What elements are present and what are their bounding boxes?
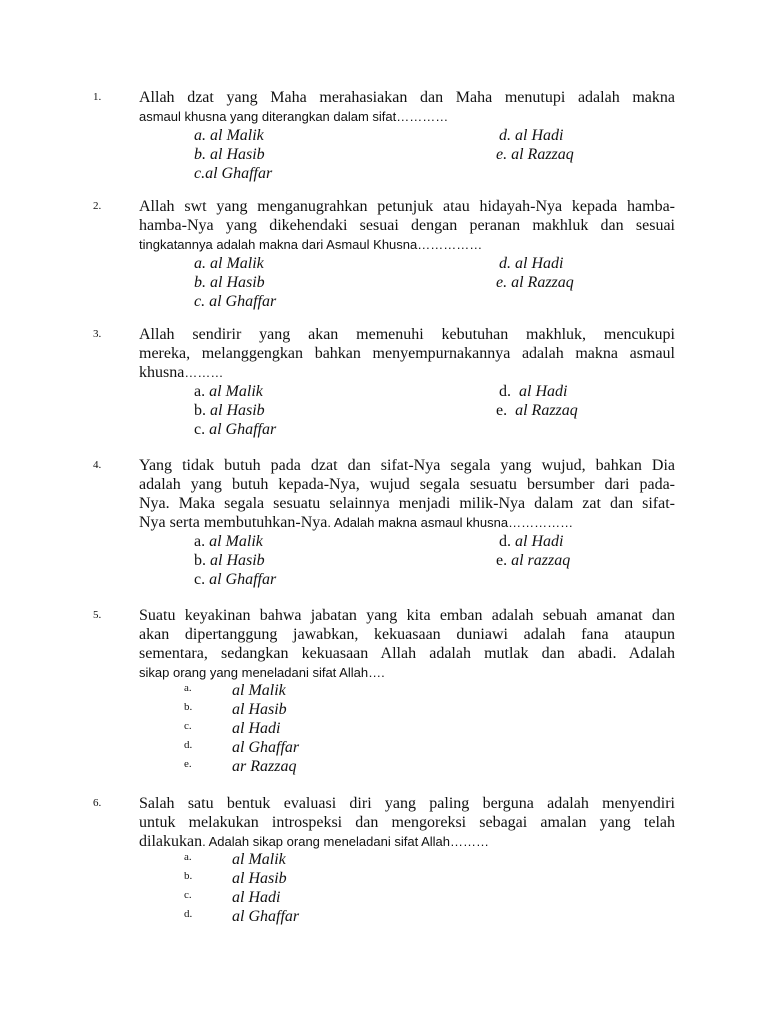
option-letter: b. bbox=[184, 870, 193, 882]
question-line-end: khusna bbox=[139, 364, 185, 381]
answer-blank: ……… bbox=[184, 365, 224, 380]
option-letter: c. bbox=[184, 720, 192, 732]
option-value: al Ghaffar bbox=[209, 571, 277, 588]
question-last-line bbox=[139, 235, 675, 254]
option-a: a. al Malik bbox=[194, 127, 264, 144]
answer-blank: …. bbox=[368, 665, 385, 680]
option-d bbox=[499, 532, 563, 551]
question-number: 5. bbox=[93, 609, 102, 621]
option-value: al razzaq bbox=[511, 552, 571, 569]
option-c bbox=[194, 420, 276, 439]
option-value: al Hadi bbox=[515, 533, 564, 550]
option-letter: e. bbox=[184, 758, 192, 770]
option-value: al Ghaffar bbox=[232, 739, 300, 756]
option-value: al Malik bbox=[232, 682, 286, 699]
option-letter: c. bbox=[194, 421, 206, 438]
option-value: al Hadi bbox=[232, 889, 281, 906]
option-value: al Hasib bbox=[210, 552, 265, 569]
option-value: al Malik bbox=[209, 533, 263, 550]
question-text bbox=[139, 456, 675, 532]
answer-blank: …………… bbox=[508, 515, 574, 530]
option-c: c.al Ghaffar bbox=[194, 165, 273, 182]
question-number: 2. bbox=[93, 200, 102, 212]
question-last-line bbox=[139, 832, 675, 851]
question-line: sementara, sedangkan kekuasaan Allah adalah mutlak dan abadi. Adalah bbox=[139, 645, 675, 662]
question-line: Allah swt yang menganugrahkan petunjuk atau hidayah-Nya kepada hamba- bbox=[139, 198, 675, 215]
question-text bbox=[139, 325, 675, 382]
option-b bbox=[194, 401, 265, 420]
option-value: al Hadi bbox=[232, 720, 281, 737]
option-value: ar Razzaq bbox=[232, 758, 297, 775]
option-value: al Hasib bbox=[232, 870, 287, 887]
option-letter: e. bbox=[496, 552, 508, 569]
option-b bbox=[194, 551, 265, 570]
answer-blank: …………… bbox=[417, 237, 483, 252]
option-d bbox=[499, 382, 567, 401]
option-e bbox=[496, 551, 570, 570]
question-line-small: sikap orang yang meneladani sifat Allah bbox=[139, 665, 369, 680]
question-last-line bbox=[139, 663, 675, 682]
question-number: 4. bbox=[93, 459, 102, 471]
option-value: al Malik bbox=[232, 851, 286, 868]
option-value: al Hadi bbox=[519, 383, 568, 400]
question-line: Allah dzat yang Maha merahasiakan dan Maha menutupi adalah makna bbox=[139, 89, 675, 106]
option-value: al Razzaq bbox=[515, 402, 578, 419]
option-e: e. al Razzaq bbox=[496, 274, 574, 291]
question-line-main: dilakukan bbox=[139, 833, 203, 850]
question-line: mereka, melanggengkan bahkan menyempurnakannya adalah makna asmaul bbox=[139, 345, 675, 362]
question-line: hamba-Nya yang dikehendaki sesuai dengan peranan makhluk dan sesuai bbox=[139, 217, 675, 234]
option-e bbox=[496, 401, 578, 420]
question-last-line bbox=[139, 513, 675, 532]
option-c bbox=[194, 570, 276, 589]
question-text bbox=[139, 88, 675, 126]
answer-blank: ………… bbox=[396, 109, 449, 124]
option-c: c. al Ghaffar bbox=[194, 293, 277, 310]
question-line-main: Nya serta membutuhkan-Nya bbox=[139, 514, 328, 531]
question-text bbox=[139, 794, 675, 851]
option-value: al Hasib bbox=[210, 402, 265, 419]
question-line-small: asmaul khusna yang diterangkan dalam sifat bbox=[139, 109, 397, 124]
question-text bbox=[139, 606, 675, 682]
question-line-small: tingkatannya adalah makna dari Asmaul Khusna bbox=[139, 237, 418, 252]
question-line: Salah satu bentuk evaluasi diri yang paling berguna adalah menyendiri bbox=[139, 795, 675, 812]
option-d: d. al Hadi bbox=[499, 255, 564, 272]
option-letter: d. bbox=[184, 739, 193, 751]
question-text bbox=[139, 197, 675, 254]
question-line-small: . Adalah sikap orang meneladani sifat Allah bbox=[202, 834, 450, 849]
option-letter: d. bbox=[184, 908, 193, 920]
question-line: akan dipertanggung jawabkan, kekuasaan duniawi adalah fana ataupun bbox=[139, 626, 675, 643]
option-letter: a. bbox=[194, 383, 206, 400]
option-letter: a. bbox=[184, 851, 192, 863]
question-last-line bbox=[139, 363, 675, 382]
option-letter: c. bbox=[184, 889, 192, 901]
option-b: b. al Hasib bbox=[194, 146, 265, 163]
option-d: d. al Hadi bbox=[499, 127, 564, 144]
option-a bbox=[194, 532, 263, 551]
option-value: al Malik bbox=[209, 383, 263, 400]
option-letter: e. bbox=[496, 402, 508, 419]
option-letter: a. bbox=[184, 682, 192, 694]
question-line-small: . Adalah makna asmaul khusna bbox=[327, 515, 509, 530]
option-a bbox=[194, 382, 263, 401]
question-line: adalah yang butuh kepada-Nya, wujud segala sesuatu bersumber dari pada- bbox=[139, 476, 675, 493]
question-last-line bbox=[139, 107, 675, 126]
question-line: Yang tidak butuh pada dzat dan sifat-Nya segala yang wujud, bahkan Dia bbox=[139, 457, 675, 474]
option-letter: d. bbox=[499, 533, 511, 550]
option-value: al Ghaffar bbox=[232, 908, 300, 925]
question-line: untuk melakukan introspeksi dan mengoreksi sebagai amalan yang telah bbox=[139, 814, 675, 831]
option-value: al Ghaffar bbox=[209, 421, 277, 438]
option-letter: b. bbox=[194, 552, 206, 569]
option-e: e. al Razzaq bbox=[496, 146, 574, 163]
option-letter: d. bbox=[499, 383, 511, 400]
question-number: 3. bbox=[93, 328, 102, 340]
question-line: Allah sendirir yang akan memenuhi kebutuhan makhluk, mencukupi bbox=[139, 326, 675, 343]
option-letter: b. bbox=[194, 402, 206, 419]
question-number: 1. bbox=[93, 91, 102, 103]
question-line: Suatu keyakinan bahwa jabatan yang kita emban adalah sebuah amanat dan bbox=[139, 607, 675, 624]
option-letter: a. bbox=[194, 533, 206, 550]
option-letter: b. bbox=[184, 701, 193, 713]
option-value: al Hasib bbox=[232, 701, 287, 718]
question-line: Nya. Maka segala sesuatu selainnya menjadi milik-Nya dalam zat dan sifat- bbox=[139, 495, 675, 512]
answer-blank: ……… bbox=[449, 834, 489, 849]
option-a: a. al Malik bbox=[194, 255, 264, 272]
option-b: b. al Hasib bbox=[194, 274, 265, 291]
question-number: 6. bbox=[93, 797, 102, 809]
option-letter: c. bbox=[194, 571, 206, 588]
